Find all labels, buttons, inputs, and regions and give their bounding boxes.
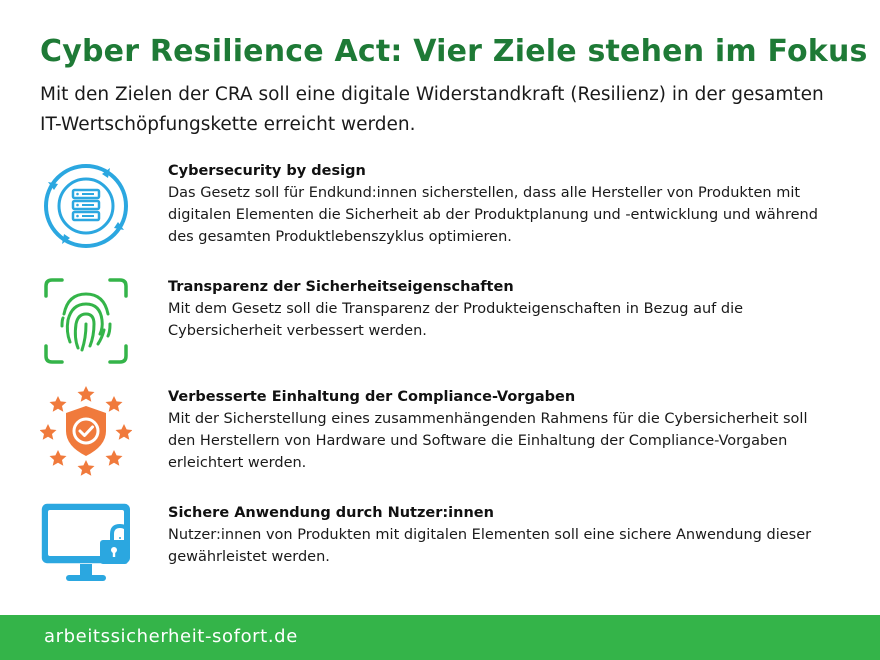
- goal-description: Mit der Sicherstellung eines zusammenhängenden Rahmens für die Cybersicherheit soll den Herstellern von Hardware und Software die Einhaltung der Compliance-Vorgaben erleichtert werden.: [168, 411, 808, 471]
- goal-heading: Sichere Anwendung durch Nutzer:innen: [168, 505, 494, 521]
- footer-website: arbeitssicherheit-sofort.de: [44, 626, 298, 647]
- goal-item-sichere-anwendung: [40, 502, 840, 602]
- goal-description: Nutzer:innen von Produkten mit digitalen Elementen soll eine sichere Anwendung dieser gewährleistet werden.: [168, 527, 812, 565]
- footer-bar: [0, 615, 880, 660]
- goal-description: Mit dem Gesetz soll die Transparenz der Produkteigenschaften in Bezug auf die Cybersicherheit verbessert werden.: [168, 301, 744, 339]
- goal-heading: Transparenz der Sicherheitseigenschaften: [168, 279, 514, 295]
- goal-item-transparenz: [40, 276, 840, 376]
- monitor-lock-icon: [40, 502, 132, 594]
- goal-item-cybersecurity-by-design: [40, 160, 840, 260]
- fingerprint-scan-icon: [40, 276, 132, 368]
- goal-item-compliance: [40, 386, 840, 486]
- page-subtitle: Mit den Zielen der CRA soll eine digitale Widerstandkraft (Resilienz) in der gesamten IT-Wertschöpfungskette erreicht werden.: [40, 84, 824, 135]
- server-cycle-icon: [40, 160, 132, 252]
- shield-check-stars-icon: [40, 386, 132, 478]
- goal-description: Das Gesetz soll für Endkund:innen sicherstellen, dass alle Hersteller von Produkten mit digitalen Elementen die Sicherheit ab der Produktplanung und -entwicklung und während des gesamten Produktlebenszyklus optimieren.: [168, 185, 818, 245]
- page-title: Cyber Resilience Act: Vier Ziele stehen im Fokus: [40, 34, 868, 69]
- goal-heading: Verbesserte Einhaltung der Compliance-Vorgaben: [168, 389, 576, 405]
- goal-heading: Cybersecurity by design: [168, 163, 366, 179]
